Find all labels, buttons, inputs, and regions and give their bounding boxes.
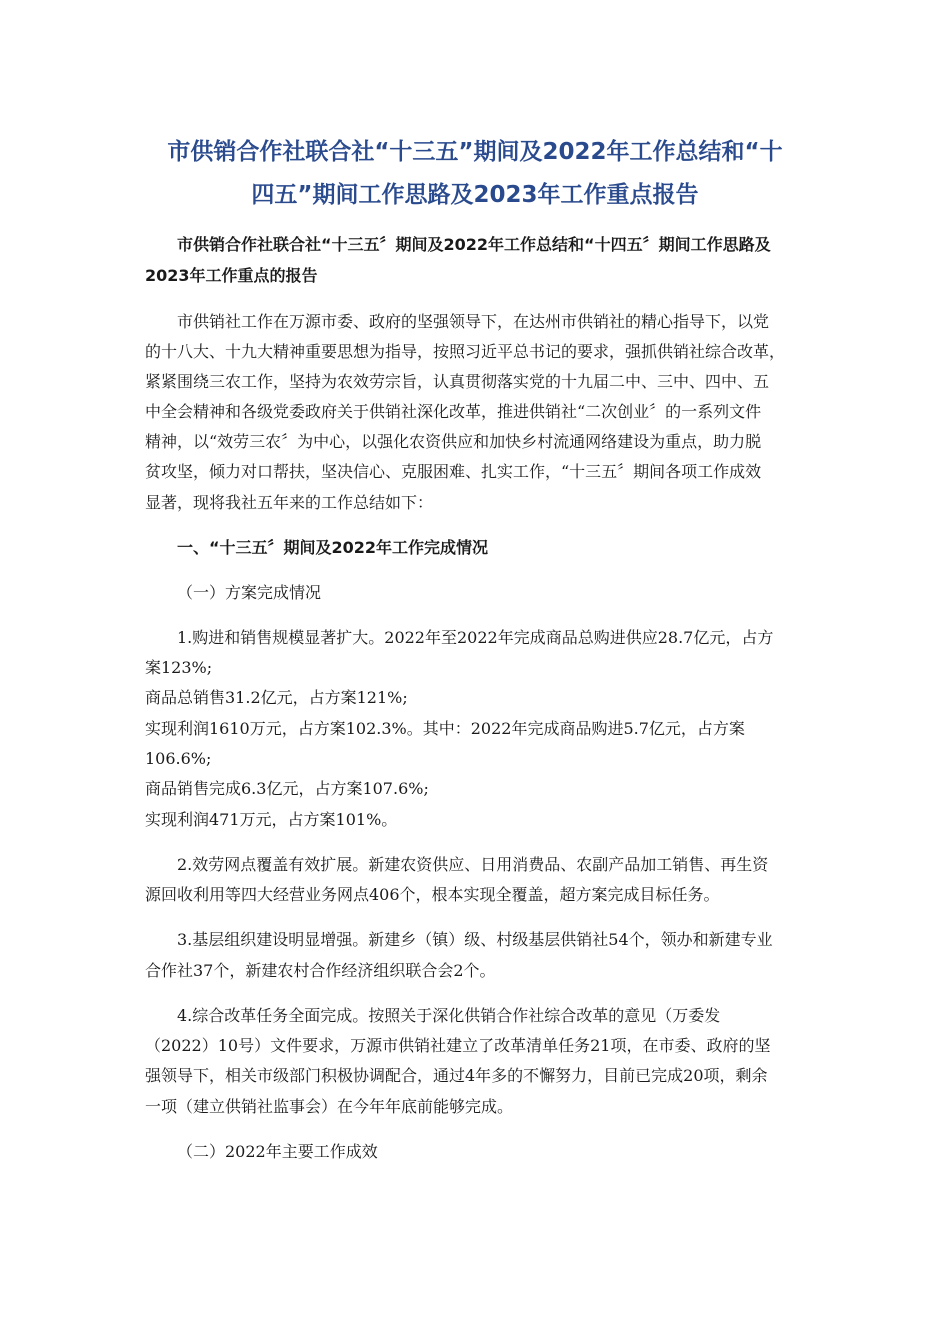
item-3-line: 3.基层组织建设明显增强。新建乡（镇）级、村级基层供销社54个，领办和新建专业 [177, 930, 773, 949]
item-1-line: 1.购进和销售规模显著扩大。2022年至2022年完成商品总购进供应28.7亿元，占方 [177, 628, 774, 647]
item-1-line: 106.6%; [145, 749, 212, 768]
subtitle-line-2: 2023年工作重点的报告 [145, 266, 318, 285]
subsection-2-heading: （二）2022年主要工作成效 [177, 1142, 378, 1161]
item-2-line: 源回收利用等四大经营业务网点406个，根本实现全覆盖，超方案完成目标任务。 [145, 885, 720, 904]
item-4-line: 强领导下，相关市级部门积极协调配合，通过4年多的不懈努力，目前已完成20项，剩余 [145, 1066, 768, 1085]
item-3-line: 合作社37个，新建农村合作经济组织联合会2个。 [145, 961, 496, 980]
item-1-line: 实现利润471万元，占方案101%。 [145, 810, 398, 829]
intro-line: 紧紧围绕三农工作，坚持为农效劳宗旨，认真贯彻落实党的十九届二中、三中、四中、五 [145, 372, 770, 391]
item-1-line: 商品销售完成6.3亿元，占方案107.6%; [145, 779, 429, 798]
intro-line: 的十八大、十九大精神重要思想为指导，按照习近平总书记的要求，强抓供销社综合改革， [145, 342, 786, 361]
subsection-1-heading: （一）方案完成情况 [177, 583, 322, 602]
item-4-line: 一项（建立供销社监事会）在今年年底前能够完成。 [145, 1097, 514, 1116]
intro-line: 中全会精神和各级党委政府关于供销社深化改革，推进供销社“二次创业〞的一系列文件 [145, 402, 762, 421]
document-title-line-2: 四五”期间工作思路及2023年工作重点报告 [251, 182, 699, 208]
item-4-line: （2022）10号）文件要求，万源市供销社建立了改革清单任务21项，在市委、政府的坚 [145, 1036, 771, 1055]
item-1-line: 实现利润1610万元，占方案102.3%。其中：2022年完成商品购进5.7亿元，占方案 [145, 719, 745, 738]
item-1-line: 商品总销售31.2亿元，占方案121%; [145, 688, 408, 707]
subtitle-line-1: 市供销合作社联合社“十三五〞期间及2022年工作总结和“十四五〞期间工作思路及 [177, 235, 771, 254]
intro-line: 显著，现将我社五年来的工作总结如下： [145, 493, 434, 512]
intro-line: 精神，以“效劳三农〞为中心，以强化农资供应和加快乡村流通网络建设为重点，助力脱 [145, 432, 762, 451]
item-1-line: 案123%; [145, 658, 213, 677]
intro-line: 市供销社工作在万源市委、政府的坚强领导下，在达州市供销社的精心指导下，以党 [177, 312, 770, 331]
item-4-line: 4.综合改革任务全面完成。按照关于深化供销合作社综合改革的意见（万委发 [177, 1006, 721, 1025]
item-2-line: 2.效劳网点覆盖有效扩展。新建农资供应、日用消费品、农副产品加工销售、再生资 [177, 855, 769, 874]
section-1-heading: 一、“十三五〞期间及2022年工作完成情况 [177, 538, 489, 557]
intro-line: 贫攻坚，倾力对口帮扶，坚决信心、克服困难、扎实工作，“十三五〞期间各项工作成效 [145, 462, 762, 481]
document-title-line-1: 市供销合作社联合社“十三五”期间及2022年工作总结和“十 [167, 139, 783, 165]
